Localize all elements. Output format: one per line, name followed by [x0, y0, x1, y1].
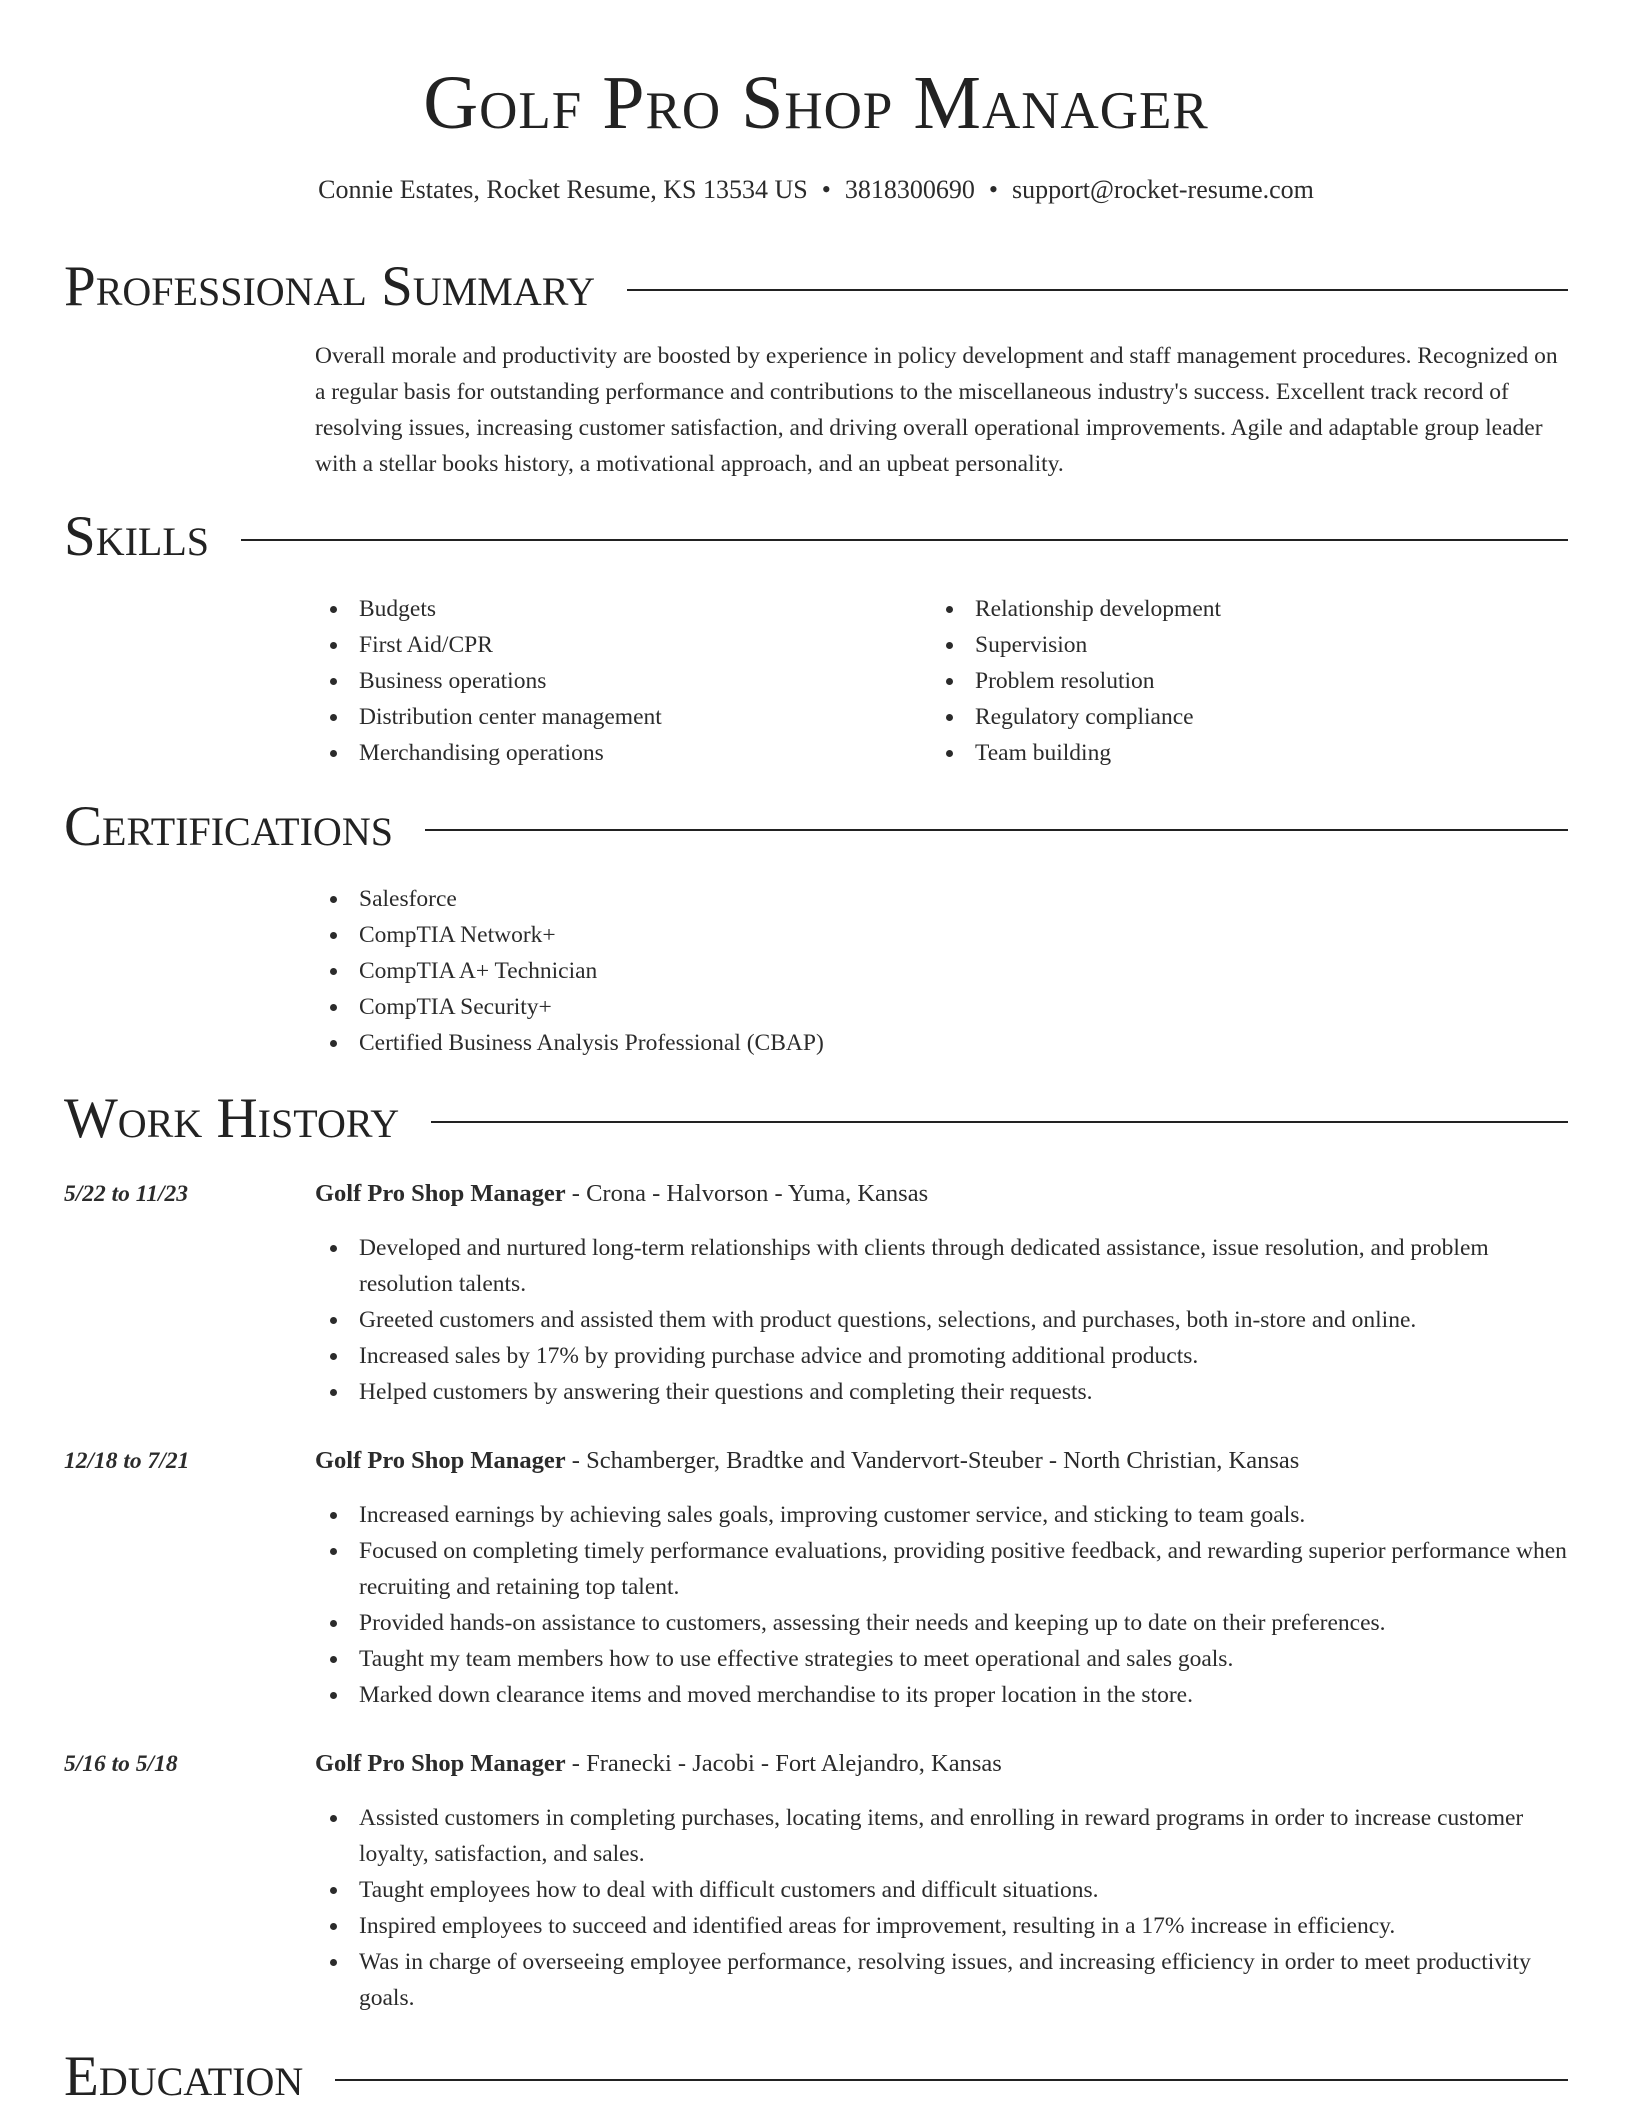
- section-divider: [425, 829, 1568, 831]
- certifications-heading: [64, 795, 1568, 859]
- skill-item: First Aid/CPR: [315, 627, 915, 663]
- job-employer: - Franecki - Jacobi - Fort Alejandro, Kansas: [565, 1750, 1002, 1777]
- job-responsibilities: [315, 1230, 1568, 1410]
- job-title: Golf Pro Shop Manager: [315, 1447, 566, 1474]
- job-bullet: Marked down clearance items and moved merchandise to its proper location in the store.: [315, 1677, 1568, 1713]
- section-title: Professional Summary: [64, 255, 596, 318]
- job-title: Golf Pro Shop Manager: [315, 1180, 566, 1207]
- resume-name: Golf Pro Shop Manager: [423, 61, 1209, 145]
- certification-item: CompTIA Network+: [315, 917, 1315, 953]
- certification-item: CompTIA A+ Technician: [315, 953, 1315, 989]
- job-bullet: Increased earnings by achieving sales goals, improving customer service, and sticking to team goals.: [315, 1497, 1568, 1533]
- certification-item: CompTIA Security+: [315, 989, 1315, 1025]
- section-divider: [627, 289, 1568, 291]
- section-divider: [241, 539, 1568, 541]
- summary-heading: [64, 255, 1568, 319]
- certification-item: Certified Business Analysis Professional (CBAP): [315, 1025, 1315, 1061]
- skills-list-left: [315, 591, 915, 771]
- job-bullet: Helped customers by answering their questions and completing their requests.: [315, 1374, 1568, 1410]
- job-bullet: Increased sales by 17% by providing purchase advice and promoting additional products.: [315, 1338, 1568, 1374]
- job-bullet: Assisted customers in completing purchases, locating items, and enrolling in reward programs in order to increase customer loyalty, satisfaction, and sales.: [315, 1800, 1568, 1872]
- skills-heading: [64, 505, 1568, 569]
- job-dates: 12/18 to 7/21: [64, 1448, 190, 1474]
- job-bullet: Greeted customers and assisted them with product questions, selections, and purchases, both in-store and online.: [315, 1302, 1568, 1338]
- skill-item: Merchandising operations: [315, 735, 915, 771]
- job-title-line: [315, 1443, 1568, 1479]
- job-dates: 5/16 to 5/18: [64, 1751, 178, 1777]
- job-employer: - Schamberger, Bradtke and Vandervort-Steuber - North Christian, Kansas: [565, 1447, 1300, 1474]
- job-responsibilities: [315, 1800, 1568, 2016]
- certifications-list: [315, 881, 1315, 1061]
- job-bullet: Developed and nurtured long-term relationships with clients through dedicated assistance, issue resolution, and problem resolution talents.: [315, 1230, 1568, 1302]
- contact-email: support@rocket-resume.com: [1011, 175, 1314, 204]
- section-title: Education: [64, 2045, 304, 2108]
- skill-item: Distribution center management: [315, 699, 915, 735]
- contact-line: [0, 172, 1632, 208]
- job-bullet: Provided hands-on assistance to customers, assessing their needs and keeping up to date on their preferences.: [315, 1605, 1568, 1641]
- work-history-heading: [64, 1087, 1568, 1151]
- job-title-line: [315, 1176, 1568, 1212]
- education-heading: [64, 2045, 1568, 2109]
- job-bullet: Focused on completing timely performance evaluations, providing positive feedback, and rewarding superior performance when recruiting and retaining top talent.: [315, 1533, 1568, 1605]
- job-bullet: Inspired employees to succeed and identified areas for improvement, resulting in a 17% increase in efficiency.: [315, 1908, 1568, 1944]
- skill-item: Business operations: [315, 663, 915, 699]
- skill-item: Problem resolution: [931, 663, 1531, 699]
- skill-item: Budgets: [315, 591, 915, 627]
- job-dates: 5/22 to 11/23: [64, 1181, 189, 1207]
- job-responsibilities: [315, 1497, 1568, 1713]
- contact-phone: 3818300690: [844, 175, 975, 204]
- job-title: Golf Pro Shop Manager: [315, 1750, 566, 1777]
- skill-item: Team building: [931, 735, 1531, 771]
- summary-text: Overall morale and productivity are boosted by experience in policy development and staff management procedures. Recognized on a regular basis for outstanding performance and contributions to the miscellaneous industry's success. Excellent track record of resolving issues, increasing customer satisfaction, and driving overall operational improvements. Agile and adaptable group leader with a stellar books history, a motivational approach, and an upbeat personality.: [315, 343, 1558, 477]
- section-divider: [431, 1121, 1568, 1123]
- section-title: Work History: [64, 1087, 400, 1150]
- certification-item: Salesforce: [315, 881, 1315, 917]
- skills-list-right: [931, 591, 1531, 771]
- job-title-line: [315, 1746, 1568, 1782]
- contact-separator: •: [988, 175, 998, 204]
- section-title: Certifications: [64, 795, 393, 858]
- skill-item: Supervision: [931, 627, 1531, 663]
- job-bullet: Taught my team members how to use effective strategies to meet operational and sales goals.: [315, 1641, 1568, 1677]
- skill-item: Regulatory compliance: [931, 699, 1531, 735]
- section-title: Skills: [64, 505, 210, 568]
- contact-address: Connie Estates, Rocket Resume, KS 13534 US: [318, 175, 808, 204]
- skill-item: Relationship development: [931, 591, 1531, 627]
- contact-separator: •: [821, 175, 831, 204]
- job-bullet: Taught employees how to deal with difficult customers and difficult situations.: [315, 1872, 1568, 1908]
- section-divider: [335, 2079, 1568, 2081]
- job-bullet: Was in charge of overseeing employee performance, resolving issues, and increasing efficiency in order to meet productivity goals.: [315, 1944, 1568, 2016]
- job-employer: - Crona - Halvorson - Yuma, Kansas: [565, 1180, 929, 1207]
